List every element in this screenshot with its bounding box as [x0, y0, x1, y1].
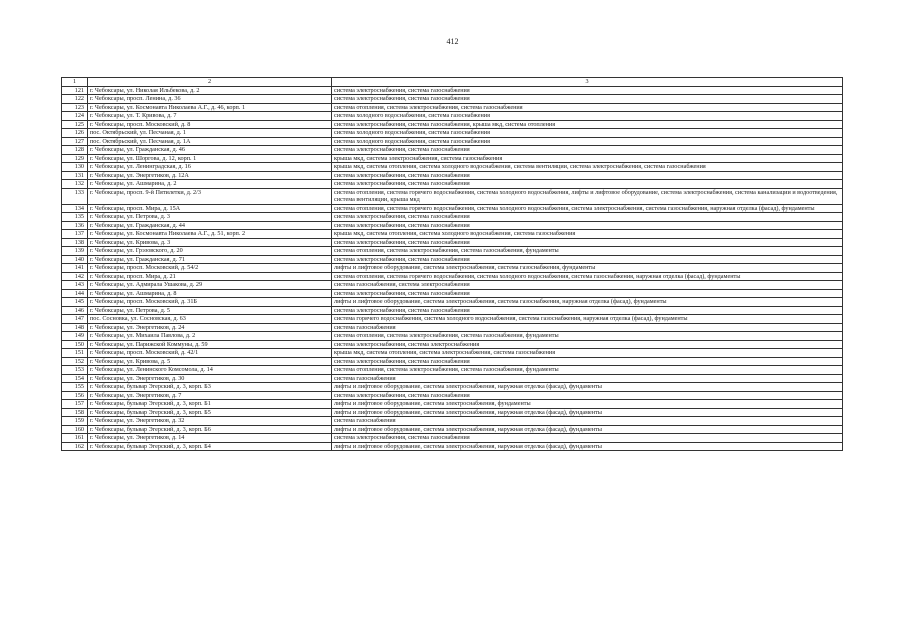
row-number: 153: [62, 366, 88, 375]
row-number: 148: [62, 323, 88, 332]
row-address: г. Чебоксары, ул. Ашмарина, д. 8: [88, 289, 332, 298]
table-row: [62, 349, 843, 358]
row-systems: система электроснабжения, система газоснабжения: [332, 213, 843, 222]
row-number: 136: [62, 221, 88, 230]
row-number: 151: [62, 349, 88, 358]
row-number: 133: [62, 188, 88, 204]
row-number: 158: [62, 408, 88, 417]
column-header-address: 2: [88, 78, 332, 87]
table-row: [62, 204, 843, 213]
row-number: 135: [62, 213, 88, 222]
table-row: [62, 120, 843, 129]
row-number: 124: [62, 112, 88, 121]
row-number: 142: [62, 272, 88, 281]
row-address: г. Чебоксары, бульвар Эгерский, д. 3, корп. Б4: [88, 442, 332, 451]
table-row: [62, 306, 843, 315]
table-row: [62, 442, 843, 451]
table-row: [62, 221, 843, 230]
row-systems: система электроснабжения, система газоснабжения: [332, 95, 843, 104]
table-row: [62, 95, 843, 104]
row-number: 131: [62, 171, 88, 180]
row-systems: система холодного водоснабжения, система газоснабжения: [332, 129, 843, 138]
row-systems: крыша мкд, система отопления, система холодного водоснабжения, система вентиляции, система электроснабжения, система газоснабжения: [332, 163, 843, 172]
row-address: г. Чебоксары, ул. Энергетиков, д. 30: [88, 374, 332, 383]
row-address: г. Чебоксары, ул. Гражданская, д. 44: [88, 221, 332, 230]
table-row: [62, 264, 843, 273]
row-systems: система газоснабжения, система электроснабжения: [332, 281, 843, 290]
row-systems: система холодного водоснабжения, система газоснабжения: [332, 137, 843, 146]
table-row: [62, 366, 843, 375]
table-row: [62, 129, 843, 138]
row-systems: система электроснабжения, система газоснабжения: [332, 86, 843, 95]
table-row: [62, 374, 843, 383]
table-row: [62, 357, 843, 366]
row-number: 146: [62, 306, 88, 315]
table-row: [62, 391, 843, 400]
row-number: 160: [62, 425, 88, 434]
table-row: [62, 238, 843, 247]
row-address: пос. Октябрьский, ул. Песчаная, д. 1: [88, 129, 332, 138]
row-address: г. Чебоксары, ул. Энергетиков, д. 14: [88, 434, 332, 443]
row-systems: система отопления, система горячего водоснабжения, система холодного водоснабжения, система газоснабжения, наружная отделка (фасад), фундаменты: [332, 272, 843, 281]
row-systems: система электроснабжения, система электроснабжения: [332, 340, 843, 349]
row-number: 140: [62, 255, 88, 264]
table-row: [62, 180, 843, 189]
row-systems: система отопления, система электроснабжения, система газоснабжения: [332, 103, 843, 112]
row-address: г. Чебоксары, просп. Московский, д. 8: [88, 120, 332, 129]
row-number: 126: [62, 129, 88, 138]
row-address: г. Чебоксары, бульвар Эгерский, д. 3, корп. Б3: [88, 383, 332, 392]
row-number: 149: [62, 332, 88, 341]
row-address: г. Чебоксары, просп. 9-й Пятилетки, д. 2/3: [88, 188, 332, 204]
row-address: г. Чебоксары, бульвар Эгерский, д. 3, корп. Б1: [88, 400, 332, 409]
row-systems: система отопления, система электроснабжения, система газоснабжения, фундаменты: [332, 366, 843, 375]
row-address: г. Чебоксары, ул. Кривова, д. 3: [88, 238, 332, 247]
row-systems: лифты и лифтовое оборудование, система электроснабжения, фундаменты: [332, 400, 843, 409]
table-row: [62, 255, 843, 264]
row-systems: система электроснабжения, система газоснабжения, крыша мкд, система отопления: [332, 120, 843, 129]
row-address: г. Чебоксары, ул. Грэзовского, д. 20: [88, 247, 332, 256]
row-systems: крыша мкд, система электроснабжения, система газоснабжения: [332, 154, 843, 163]
row-number: 145: [62, 298, 88, 307]
row-number: 122: [62, 95, 88, 104]
row-number: 143: [62, 281, 88, 290]
table-row: [62, 154, 843, 163]
row-address: г. Чебоксары, просп. Московский, д. 31Б: [88, 298, 332, 307]
row-address: г. Чебоксары, ул. Космонавта Николаева А.Г., д. 46, корп. 1: [88, 103, 332, 112]
table-row: [62, 434, 843, 443]
row-systems: система горячего водоснабжения, система холодного водоснабжения, система газоснабжения, наружная отделка (фасад), фундаменты: [332, 315, 843, 324]
row-systems: система электроснабжения, система газоснабжения: [332, 306, 843, 315]
row-systems: лифты и лифтовое оборудование, система электроснабжения, наружная отделка (фасад), фундаменты: [332, 442, 843, 451]
row-number: 157: [62, 400, 88, 409]
row-systems: система электроснабжения, система газоснабжения: [332, 391, 843, 400]
row-number: 161: [62, 434, 88, 443]
table-row: [62, 400, 843, 409]
row-systems: лифты и лифтовое оборудование, система электроснабжения, наружная отделка (фасад), фундаменты: [332, 408, 843, 417]
row-number: 139: [62, 247, 88, 256]
row-address: г. Чебоксары, ул. Ленинского Комсомола, д. 14: [88, 366, 332, 375]
row-address: г. Чебоксары, ул. Энергетиков, д. 12А: [88, 171, 332, 180]
row-number: 162: [62, 442, 88, 451]
row-systems: система отопления, система электроснабжения, система газоснабжения, фундаменты: [332, 247, 843, 256]
row-address: г. Чебоксары, бульвар Эгерский, д. 3, корп. Б6: [88, 425, 332, 434]
table-row: [62, 315, 843, 324]
row-address: г. Чебоксары, ул. Гражданская, д. 46: [88, 146, 332, 155]
row-address: г. Чебоксары, просп. Мира, д. 21: [88, 272, 332, 281]
table-row: [62, 188, 843, 204]
row-address: г. Чебоксары, ул. Т. Кривова, д. 7: [88, 112, 332, 121]
row-address: г. Чебоксары, просп. Ленина, д. 36: [88, 95, 332, 104]
table-row: [62, 112, 843, 121]
row-number: 144: [62, 289, 88, 298]
row-systems: система электроснабжения, система газоснабжения: [332, 171, 843, 180]
table-row: [62, 332, 843, 341]
row-address: г. Чебоксары, ул. Гражданская, д. 71: [88, 255, 332, 264]
row-systems: система холодного водоснабжения, система газоснабжения: [332, 112, 843, 121]
table-row: [62, 323, 843, 332]
row-systems: система электроснабжения, система газоснабжения: [332, 255, 843, 264]
row-number: 134: [62, 204, 88, 213]
row-systems: система отопления, система горячего водоснабжения, система холодного водоснабжения, система электроснабжения, система газоснабжения, наружная отделка (фасад), фундаменты: [332, 204, 843, 213]
row-systems: система отопления, система горячего водоснабжения, система холодного водоснабжения, лифты и лифтовое оборудование, система электроснабжения, система канализации и водоотведения, система вентиляции, крыша мкд: [332, 188, 843, 204]
table-row: [62, 408, 843, 417]
row-systems: система электроснабжения, система газоснабжения: [332, 146, 843, 155]
row-address: г. Чебоксары, ул. Энергетиков, д. 24: [88, 323, 332, 332]
row-address: г. Чебоксары, ул. Шоргова, д. 12, корп. 1: [88, 154, 332, 163]
column-header-number: 1: [62, 78, 88, 87]
table-row: [62, 289, 843, 298]
row-address: г. Чебоксары, ул. Ленинградская, д. 16: [88, 163, 332, 172]
row-systems: лифты и лифтовое оборудование, система электроснабжения, наружная отделка (фасад), фундаменты: [332, 383, 843, 392]
row-number: 141: [62, 264, 88, 273]
row-systems: система электроснабжения, система газоснабжения: [332, 238, 843, 247]
row-number: 121: [62, 86, 88, 95]
row-address: г. Чебоксары, ул. Энергетиков, д. 7: [88, 391, 332, 400]
row-number: 130: [62, 163, 88, 172]
row-systems: система электроснабжения, система газоснабжения: [332, 434, 843, 443]
row-number: 127: [62, 137, 88, 146]
row-systems: система электроснабжения, система газоснабжения: [332, 180, 843, 189]
row-systems: лифты и лифтовое оборудование, система электроснабжения, система газоснабжения, фундаменты: [332, 264, 843, 273]
table-body: [62, 86, 843, 451]
table-row: [62, 272, 843, 281]
row-number: 132: [62, 180, 88, 189]
row-systems: крыша мкд, система отопления, система холодного водоснабжения, система газоснабжения: [332, 230, 843, 239]
table-row: [62, 383, 843, 392]
row-number: 147: [62, 315, 88, 324]
table-row: [62, 247, 843, 256]
table-row: [62, 281, 843, 290]
row-number: 129: [62, 154, 88, 163]
row-address: г. Чебоксары, ул. Михаила Павлова, д. 2: [88, 332, 332, 341]
row-address: г. Чебоксары, просп. Московский, д. 54/2: [88, 264, 332, 273]
table-row: [62, 163, 843, 172]
row-address: г. Чебоксары, ул. Петрова, д. 5: [88, 306, 332, 315]
row-number: 137: [62, 230, 88, 239]
row-address: пос. Октябрьский, ул. Песчаная, д. 1А: [88, 137, 332, 146]
row-systems: лифты и лифтовое оборудование, система электроснабжения, наружная отделка (фасад), фундаменты: [332, 425, 843, 434]
row-systems: система отопления, система электроснабжения, система газоснабжения, фундаменты: [332, 332, 843, 341]
row-systems: система газоснабжения: [332, 323, 843, 332]
row-number: 123: [62, 103, 88, 112]
row-systems: система электроснабжения, система газоснабжения: [332, 289, 843, 298]
table-row: [62, 137, 843, 146]
table-row: [62, 417, 843, 426]
objects-table: [61, 77, 843, 451]
table-row: [62, 171, 843, 180]
row-number: 155: [62, 383, 88, 392]
row-number: 138: [62, 238, 88, 247]
table-header-row: [62, 78, 843, 87]
row-number: 152: [62, 357, 88, 366]
row-address: г. Чебоксары, ул. Адмирала Ушакова, д. 29: [88, 281, 332, 290]
row-address: г. Чебоксары, просп. Московский, д. 42/1: [88, 349, 332, 358]
table-row: [62, 103, 843, 112]
row-address: г. Чебоксары, ул. Космонавта Николаева А.Г., д. 51, корп. 2: [88, 230, 332, 239]
table-row: [62, 230, 843, 239]
table-row: [62, 146, 843, 155]
table-row: [62, 425, 843, 434]
row-number: 150: [62, 340, 88, 349]
row-address: г. Чебоксары, ул. Петрова, д. 3: [88, 213, 332, 222]
row-address: г. Чебоксары, ул. Кривова, д. 5: [88, 357, 332, 366]
row-address: г. Чебоксары, ул. Ашмарина, д. 2: [88, 180, 332, 189]
row-address: г. Чебоксары, просп. Мира, д. 15А: [88, 204, 332, 213]
row-address: пос. Сосновка, ул. Сосновская, д. 63: [88, 315, 332, 324]
row-number: 125: [62, 120, 88, 129]
row-systems: крыша мкд, система отопления, система электроснабжения, система газоснабжения: [332, 349, 843, 358]
column-header-systems: 3: [332, 78, 843, 87]
row-systems: система газоснабжения: [332, 374, 843, 383]
table-row: [62, 213, 843, 222]
row-number: 154: [62, 374, 88, 383]
row-number: 156: [62, 391, 88, 400]
row-systems: система электроснабжения, система газоснабжения: [332, 221, 843, 230]
table-row: [62, 340, 843, 349]
row-address: г. Чебоксары, ул. Энергетиков, д. 32: [88, 417, 332, 426]
row-systems: система газоснабжения: [332, 417, 843, 426]
row-number: 159: [62, 417, 88, 426]
page-number: 412: [446, 37, 459, 46]
table-row: [62, 298, 843, 307]
row-systems: лифты и лифтовое оборудование, система электроснабжения, система газоснабжения, наружная отделка (фасад), фундаменты: [332, 298, 843, 307]
table-row: [62, 86, 843, 95]
row-systems: система электроснабжения, система газоснабжения: [332, 357, 843, 366]
row-address: г. Чебоксары, ул. Парижской Коммуны, д. 59: [88, 340, 332, 349]
row-address: г. Чебоксары, ул. Николая Ильбекова, д. 2: [88, 86, 332, 95]
row-address: г. Чебоксары, бульвар Эгерский, д. 3, корп. Б5: [88, 408, 332, 417]
row-number: 128: [62, 146, 88, 155]
